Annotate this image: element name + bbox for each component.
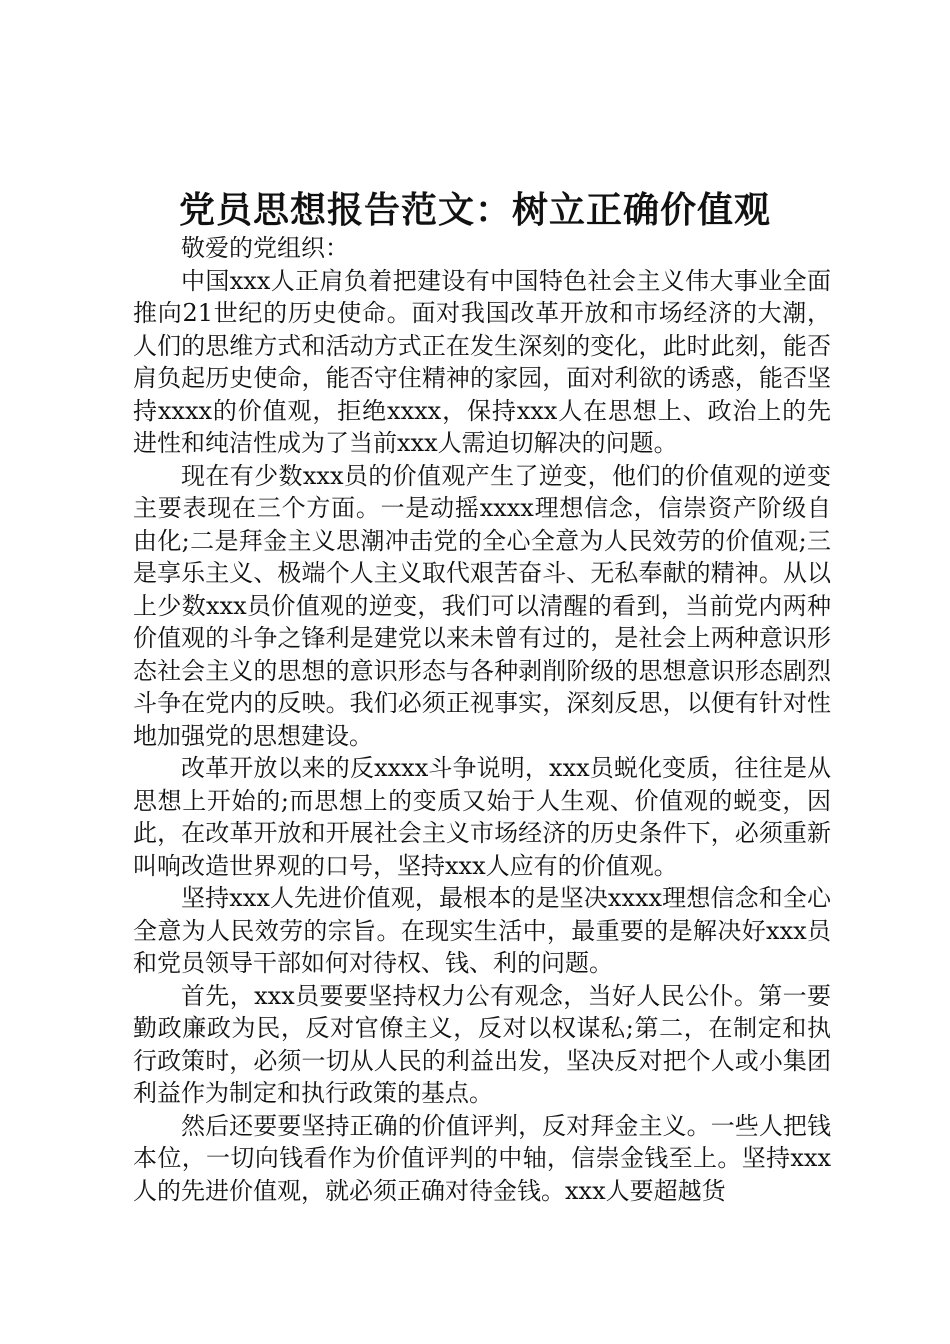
salutation: 敬爱的党组织： (181, 234, 349, 262)
paragraph-1: 中国xxx人正肩负着把建设有中国特色社会主义伟大事业全面推向21世纪的历史使命。面对我国改革开放和市场经济的大潮，人们的思维方式和活动方式正在发生深刻的变化，此时此刻，能否肩负起历史使命，能否守住精神的家园，面对利欲的诱惑，能否坚持xxxx的价值观，拒绝xxxx，保持xxx人在思想上、政治上的先进性和纯洁性成为了当前xxx人需迫切解决的问题。 (133, 266, 831, 457)
paragraph-4: 坚持xxx人先进价值观，最根本的是坚决xxxx理想信念和全心全意为人民效劳的宗旨。在现实生活中，最重要的是解决好xxx员和党员领导干部如何对待权、钱、利的问题。 (133, 884, 831, 977)
document-body (133, 232, 831, 1207)
paragraph-6: 然后还要要坚持正确的价值评判，反对拜金主义。一些人把钱本位，一切向钱看作为价值评判的中轴，信崇金钱至上。坚持xxx人的先进价值观，就必须正确对待金钱。xxx人要超越货 (133, 1111, 831, 1205)
paragraph-5: 首先，xxx员要要坚持权力公有观念，当好人民公仆。第一要勤政廉政为民，反对官僚主义，反对以权谋私;第二，在制定和执行政策时，必须一切从人民的利益出发，坚决反对把个人或小集团利益作为制定和执行政策的基点。 (133, 981, 831, 1107)
paragraph-2: 现在有少数xxx员的价值观产生了逆变，他们的价值观的逆变主要表现在三个方面。一是动摇xxxx理想信念，信崇资产阶级自由化;二是拜金主义思潮冲击党的全心全意为人民效劳的价值观;三是享乐主义、极端个人主义取代艰苦奋斗、无私奉献的精神。从以上少数xxx员价值观的逆变，我们可以清醒的看到，当前党内两种价值观的斗争之锋利是建党以来未曾有过的，是社会上两种意识形态社会主义的思想的意识形态与各种剥削阶级的思想意识形态剧烈斗争在党内的反映。我们必须正视事实，深刻反思，以便有针对性地加强党的思想建设。 (133, 461, 831, 750)
document-title: 党员思想报告范文：树立正确价值观 (178, 189, 771, 231)
paragraph-3: 改革开放以来的反xxxx斗争说明，xxx员蜕化变质，往往是从思想上开始的;而思想上的变质又始于人生观、价值观的蜕变，因此，在改革开放和开展社会主义市场经济的历史条件下，必须重新叫响改造世界观的口号，坚持xxx人应有的价值观。 (133, 754, 831, 880)
